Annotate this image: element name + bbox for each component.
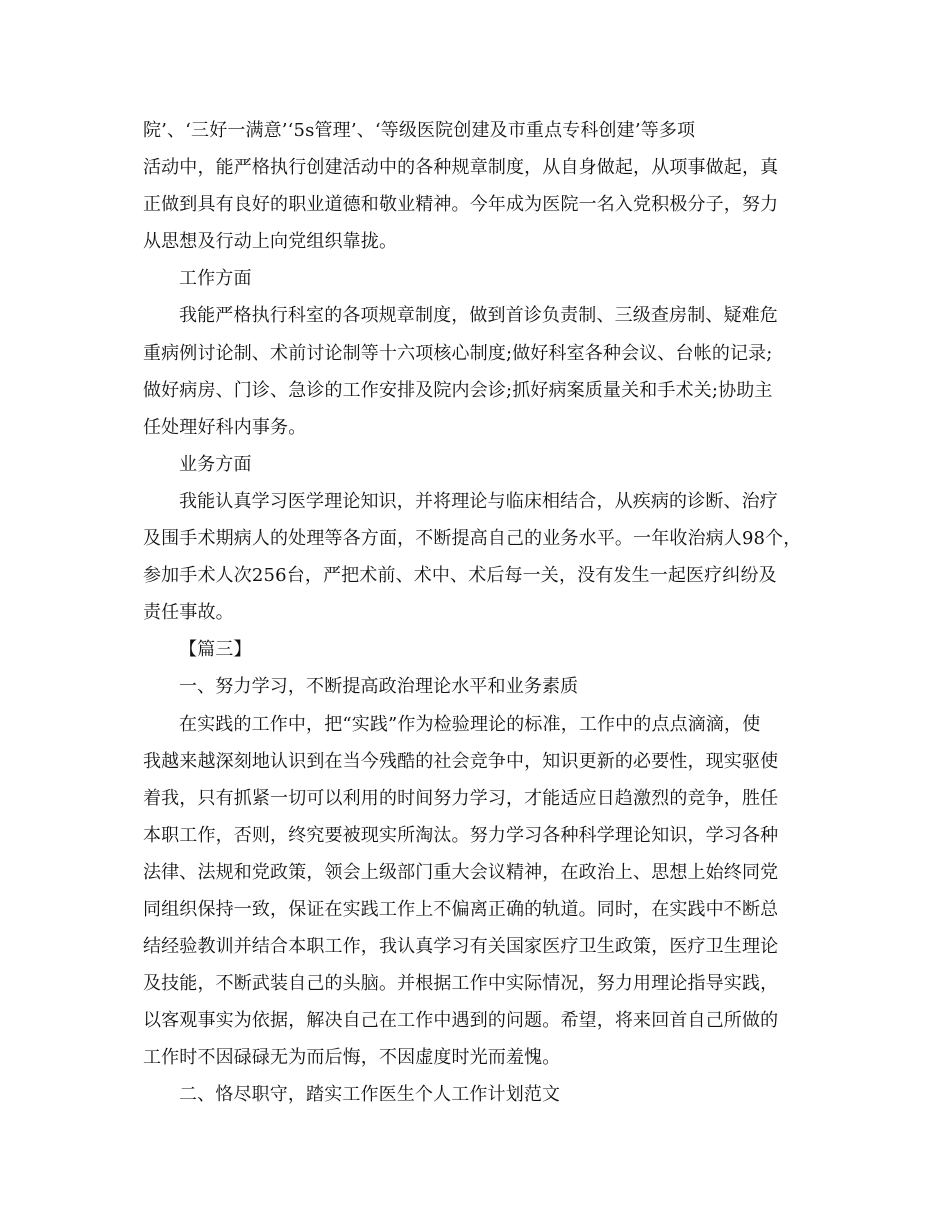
text-line: 业务方面 <box>179 453 252 475</box>
text-line: 任处理好科内事务。 <box>143 416 307 438</box>
text-line: 我越来越深刻地认识到在当今残酷的社会竞争中，知识更新的必要性，现实驱使 <box>143 750 779 772</box>
text-line: 以客观事实为依据，解决自己在工作中遇到的问题。希望，将来回首自己所做的 <box>143 1010 779 1032</box>
text-line: 做好病房、门诊、急诊的工作安排及院内会诊;抓好病案质量关和手术关;协助主 <box>143 379 773 401</box>
text-line: 我能认真学习医学理论知识，并将理论与临床相结合，从疾病的诊断、治疗 <box>179 490 778 512</box>
text-line: 同组织保持一致，保证在实践工作上不偏离正确的轨道。同时，在实践中不断总 <box>143 898 779 920</box>
text-line: 我能严格执行科室的各项规章制度，做到首诊负责制、三级查房制、疑难危 <box>179 305 778 327</box>
text-line: 重病例讨论制、术前讨论制等十六项核心制度;做好科室各种会议、台帐的记录; <box>143 342 773 364</box>
text-line: 及技能，不断武装自己的头脑。并根据工作中实际情况，努力用理论指导实践， <box>143 973 779 995</box>
text-line: 一、努力学习，不断提高政治理论水平和业务素质 <box>179 676 579 698</box>
text-line: 院’、‘三好一满意’‘5s管理’、‘等级医院创建及市重点专科创建’等多项 <box>143 120 696 141</box>
text-line: 本职工作，否则，终究要被现实所淘汰。努力学习各种科学理论知识，学习各种 <box>143 824 779 846</box>
text-line: 及围手术期病人的处理等各方面，不断提高自己的业务水平。一年收治病人98个， <box>143 528 802 550</box>
text-line: 结经验教训并结合本职工作，我认真学习有关国家医疗卫生政策，医疗卫生理论 <box>143 936 779 958</box>
text-line: 活动中，能严格执行创建活动中的各种规章制度，从自身做起，从项事做起，真 <box>143 157 779 179</box>
text-line: 工作方面 <box>179 268 252 290</box>
text-line: 从思想及行动上向党组织靠拢。 <box>143 231 398 253</box>
text-line: 着我，只有抓紧一切可以利用的时间努力学习，才能适应日趋激烈的竞争，胜任 <box>143 787 779 809</box>
text-line: 责任事故。 <box>143 602 234 624</box>
text-line: 工作时不因碌碌无为而后悔，不因虚度时光而羞愧。 <box>143 1047 561 1069</box>
text-line: 法律、法规和党政策，领会上级部门重大会议精神，在政治上、思想上始终同党 <box>143 861 779 883</box>
text-line: 正做到具有良好的职业道德和敬业精神。今年成为医院一名入党积极分子，努力 <box>143 194 779 216</box>
text-line: 在实践的工作中，把“实践”作为检验理论的标准，工作中的点点滴滴，使 <box>179 713 761 735</box>
text-line: 【篇三】 <box>179 639 252 661</box>
text-line: 参加手术人次256台，严把术前、术中、术后每一关，没有发生一起医疗纠纷及 <box>143 565 777 587</box>
text-line: 二、恪尽职守，踏实工作医生个人工作计划范文 <box>179 1084 561 1106</box>
document-body <box>143 112 823 1114</box>
